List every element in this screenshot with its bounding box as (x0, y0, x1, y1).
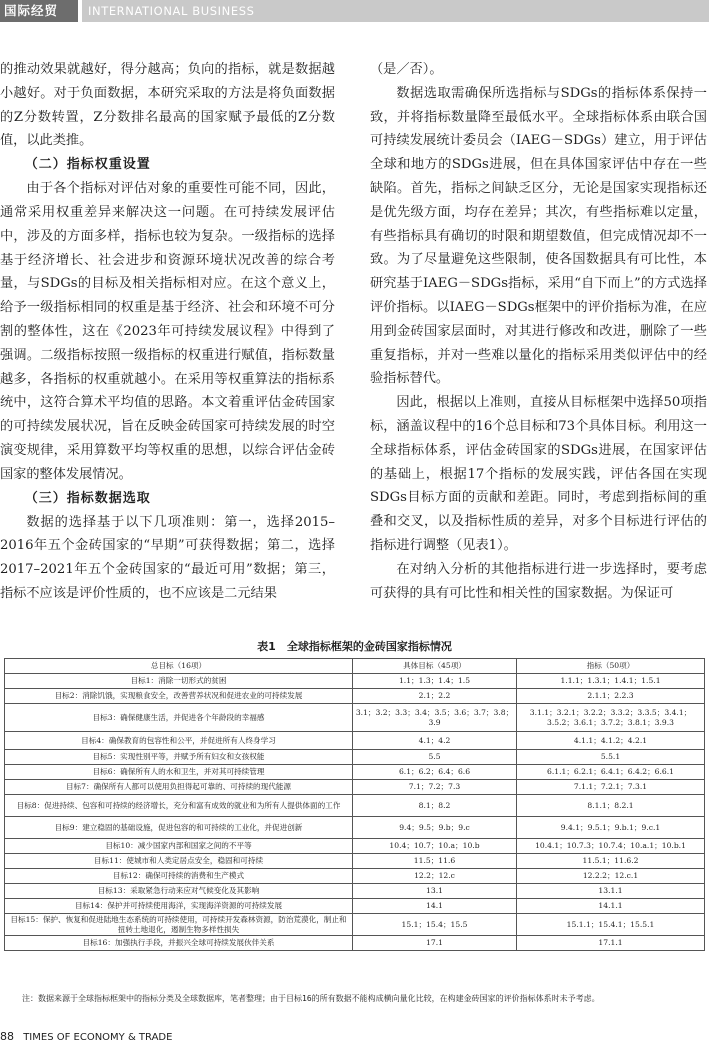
target-cell: 4.1；4.2 (353, 732, 517, 750)
target-cell: 2.1；2.2 (353, 689, 517, 704)
right-column (370, 58, 707, 605)
table-note: 注：数据来源于全球指标框架中的指标分类及全球数据库，笔者整理；由于目标16的所有数据不能构成横向量化比较，在构建金砖国家的评价指标体系时未予考虑。 (22, 994, 600, 1003)
paragraph: 在对纳入分析的其他指标进行进一步选择时，要考虑可获得的具有可比性和相关性的国家数据。为保证可 (370, 561, 707, 601)
goal-cell: 目标13：采取紧急行动来应对气候变化及其影响 (5, 884, 353, 899)
goal-cell: 目标12：确保可持续的消费和生产模式 (5, 869, 353, 884)
goal-cell: 目标9：建立稳固的基础设施，促进包容的和可持续的工业化，并促进创新 (5, 817, 353, 839)
table-row (5, 780, 705, 795)
goal-cell: 目标5：实现性别平等，并赋予所有妇女和女孩权能 (5, 750, 353, 765)
indicator-cell: 9.4.1；9.5.1；9.b.1；9.c.1 (517, 817, 705, 839)
goal-cell: 目标4：确保教育的包容性和公平，并促进所有人终身学习 (5, 732, 353, 750)
target-cell: 12.2；12.c (353, 869, 517, 884)
goal-cell: 目标10：减少国家内部和国家之间的不平等 (5, 839, 353, 854)
table-row (5, 732, 705, 750)
target-cell: 14.1 (353, 899, 517, 914)
table-row (5, 869, 705, 884)
goal-cell: 目标7：确保所有人都可以使用负担得起可靠的、可持续的现代能源 (5, 780, 353, 795)
table-row (5, 817, 705, 839)
target-cell: 10.4；10.7；10.a；10.b (353, 839, 517, 854)
goal-cell: 目标8：促进持续、包容和可持续的经济增长，充分和富有成效的就业和为所有人提供体面的工作 (5, 795, 353, 817)
target-cell: 17.1 (353, 936, 517, 951)
target-cell: 8.1；8.2 (353, 795, 517, 817)
target-cell: 5.5 (353, 750, 517, 765)
goal-cell: 目标16：加强执行手段，并振兴全球可持续发展伙伴关系 (5, 936, 353, 951)
indicator-cell: 17.1.1 (517, 936, 705, 951)
paragraph: 的推动效果就越好，得分越高；负向的指标，就是数据越小越好。对于负面数据，本研究采取的方法是将负面数据的Z分数转置，Z分数排名最高的国家赋予最低的Z分数值，以此类推。 (0, 62, 335, 149)
paragraph: 由于各个指标对评估对象的重要性可能不同，因此，通常采用权重差异来解决这一问题。在可持续发展评估中，涉及的方面多样，指标也较为复杂。一级指标的选择基于经济增长、社会进步和资源环境状况改善的综合考量，与SDGs的目标及相关指标相对应。在这个意义上，给予一级指标相同的权重是基于经济、社会和环境不可分割的整体性，这在《2023年可持续发展议程》中得到了强调。二级指标按照一级指标的权重进行赋值，指标数量越多，各指标的权重就越小。在采用等权重算法的指标系统中，这符合算术平均值的思路。本文着重评估金砖国家的可持续发展状况，旨在反映金砖国家可持续发展的时空演变规律，采用算数平均等权重的思想，以综合评估金砖国家的整体发展情况。 (0, 181, 335, 482)
goal-cell: 目标15：保护、恢复和促进陆地生态系统的可持续使用，可持续开发森林资源，防治荒漠化，制止和扭转土地退化，遏制生物多样性损失 (5, 914, 353, 936)
target-cell: 15.1；15.4；15.5 (353, 914, 517, 936)
goal-cell: 目标11：使城市和人类定居点安全，稳固和可持续 (5, 854, 353, 869)
page-number: 88 (0, 1030, 14, 1043)
table-row (5, 674, 705, 689)
table-row (5, 854, 705, 869)
indicator-cell: 14.1.1 (517, 899, 705, 914)
indicator-table (4, 658, 705, 951)
target-cell: 3.1；3.2；3.3；3.4；3.5；3.6；3.7；3.8；3.9 (353, 704, 517, 732)
table-caption: 表1 全球指标框架的金砖国家指标情况 (257, 640, 452, 653)
paragraph: 数据的选择基于以下几项准则：第一，选择2015–2016年五个金砖国家的“早期”可获得数据；第二，选择2017–2021年五个金砖国家的“最近可用”数据；第三，指标不应该是评价性质的，也不应该是二元结果 (0, 514, 335, 601)
indicator-cell: 4.1.1；4.1.2；4.2.1 (517, 732, 705, 750)
journal-name: TIMES OF ECONOMY & TRADE (23, 1032, 173, 1043)
table-row (5, 689, 705, 704)
paragraph: （是／否）。 (370, 62, 443, 77)
indicator-cell: 2.1.1；2.2.3 (517, 689, 705, 704)
goal-cell: 目标3：确保健康生活，并促进各个年龄段的幸福感 (5, 704, 353, 732)
indicator-cell: 6.1.1；6.2.1；6.4.1；6.4.2；6.6.1 (517, 765, 705, 780)
indicator-cell: 5.5.1 (517, 750, 705, 765)
goal-cell: 目标1：消除一切形式的贫困 (5, 674, 353, 689)
table-row (5, 750, 705, 765)
target-cell: 13.1 (353, 884, 517, 899)
section-label-en: INTERNATIONAL BUSINESS (82, 0, 709, 22)
goal-cell: 目标2：消除饥饿，实现粮食安全，改善营养状况和促进农业的可持续发展 (5, 689, 353, 704)
indicator-cell: 1.1.1；1.3.1；1.4.1；1.5.1 (517, 674, 705, 689)
section-label: 国际经贸 (0, 0, 78, 22)
header-target: 具体目标（45项） (353, 659, 517, 674)
indicator-cell: 10.4.1；10.7.3；10.7.4；10.a.1；10.b.1 (517, 839, 705, 854)
left-column (0, 58, 335, 606)
indicator-cell: 8.1.1；8.2.1 (517, 795, 705, 817)
indicator-cell: 11.5.1；11.6.2 (517, 854, 705, 869)
header-indicator: 指标（50项） (517, 659, 705, 674)
page-header (0, 0, 709, 22)
target-cell: 6.1；6.2；6.4；6.6 (353, 765, 517, 780)
header-goal: 总目标（16项） (5, 659, 353, 674)
indicator-cell: 7.1.1；7.2.1；7.3.1 (517, 780, 705, 795)
table-row (5, 936, 705, 951)
goal-cell: 目标14：保护并可持续使用海洋，实现海洋资源的可持续发展 (5, 899, 353, 914)
paragraph: 数据选取需确保所选指标与SDGs的指标体系保持一致，并将指标数量降至最低水平。全球指标体系由联合国可持续发展统计委员会（IAEG－SDGs）建立，用于评估全球和地方的SDGs进展，但在具体国家评估中存在一些缺陷。首先，指标之间缺乏区分，无论是国家实现指标还是优先级方面，均存在差异；其次，有些指标难以定量，有些指标具有确切的时限和期望数值，但完成情况却不一致。为了尽量避免这些限制，使各国数据具有可比性，本研究基于IAEG－SDGs指标，采用“自下而上”的方式选择评价指标。以IAEG－SDGs框架中的评价指标为准，在应用到金砖国家层面时，对其进行修改和改进，删除了一些重复指标，并对一些难以量化的指标采用类似评估中的经验指标替代。 (370, 85, 707, 387)
table-row (5, 884, 705, 899)
target-cell: 11.5；11.6 (353, 854, 517, 869)
indicator-cell: 13.1.1 (517, 884, 705, 899)
table-row (5, 704, 705, 732)
page-footer (0, 1030, 172, 1043)
section-heading: （二）指标权重设置 (24, 157, 151, 173)
paragraph: 因此，根据以上准则，直接从目标框架中选择50项指标，涵盖议程中的16个总目标和73个具体目标。利用这一全球指标体系，评估金砖国家的SDGs进展，在国家评估的基础上，根据17个指标的发展实践，评估各国在实现SDGs目标方面的贡献和差距。同时，考虑到指标间的重叠和交叉，以及指标性质的差异，对多个目标进行评估的指标进行调整（见表1）。 (370, 395, 707, 553)
target-cell: 1.1；1.3；1.4；1.5 (353, 674, 517, 689)
table-row (5, 795, 705, 817)
target-cell: 7.1；7.2；7.3 (353, 780, 517, 795)
goal-cell: 目标6：确保所有人的水和卫生，并对其可持续管理 (5, 765, 353, 780)
indicator-cell: 12.2.2；12.c.1 (517, 869, 705, 884)
indicator-cell: 3.1.1；3.2.1；3.2.2；3.3.2；3.3.5；3.4.1；3.5.2；3.6.1；3.7.2；3.8.1；3.9.3 (517, 704, 705, 732)
table-row (5, 765, 705, 780)
section-heading: （三）指标数据选取 (24, 490, 151, 506)
table-row (5, 899, 705, 914)
table-header-row (5, 659, 705, 674)
table-row (5, 914, 705, 936)
indicator-cell: 15.1.1；15.4.1；15.5.1 (517, 914, 705, 936)
table-row (5, 839, 705, 854)
target-cell: 9.4；9.5；9.b；9.c (353, 817, 517, 839)
